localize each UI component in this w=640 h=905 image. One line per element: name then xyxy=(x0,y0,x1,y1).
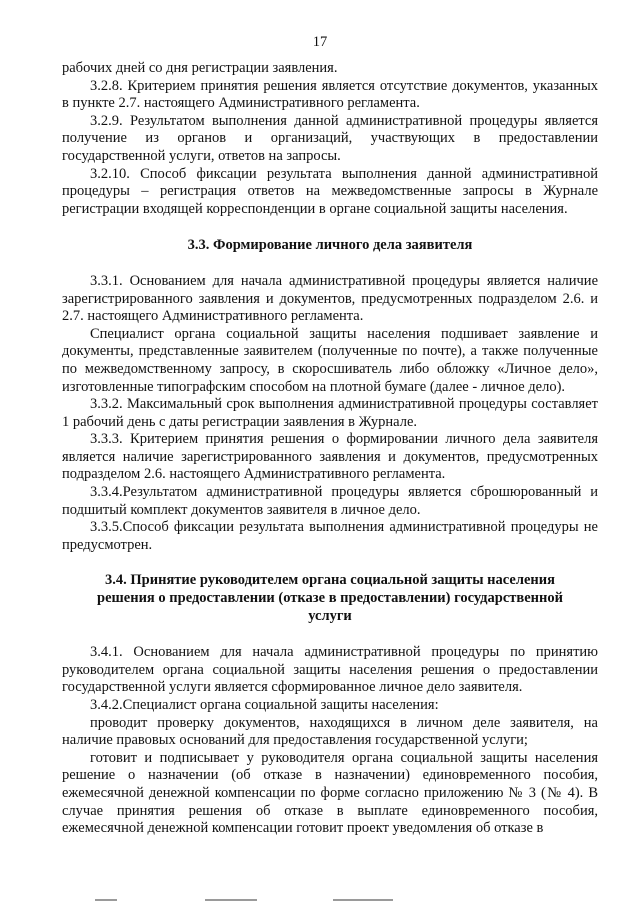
section-heading-3-4-line-3: услуги xyxy=(308,607,352,624)
paragraph-3-4-2: 3.4.2.Специалист органа социальной защиты населения: xyxy=(90,697,439,713)
spacer xyxy=(62,255,598,273)
paragraph-3-3-4: 3.3.4.Результатом административной процедуры является сброшюрованный и подшитый комплект документов заявителя в личное дело. xyxy=(62,484,598,518)
paragraph-document-check: проводит проверку документов, находящихся в личном деле заявителя, на наличие правовых оснований для предоставления государственной услуги; xyxy=(62,714,598,749)
page-number: 17 xyxy=(312,34,328,50)
paragraph-3-2-8: 3.2.8. Критерием принятия решения является отсутствие документов, указанных в пункте 2.7. настоящего Административного регламента. xyxy=(62,77,598,112)
paragraph-3-3-2: 3.3.2. Максимальный срок выполнения административной процедуры составляет 1 рабочий день с даты регистрации заявления в Журнале. xyxy=(62,396,598,430)
paragraph-3-3-1: 3.3.1. Основанием для начала административной процедуры является наличие зарегистрированного заявления и документов, предусмотренных подразделом 2.6. и 2.7. настоящего Административного регламента. xyxy=(62,272,598,325)
section-heading-3-4-line-2: решения о предоставлении (отказе в предоставлении) государственной xyxy=(97,590,563,607)
paragraph-3-2-9: 3.2.9. Результатом выполнения данной административной процедуры является получение из органов и организаций, участвующих в предоставлении государственной услуги, ответов на запросы. xyxy=(62,112,598,164)
paragraph-specialist-file: Специалист органа социальной защиты населения подшивает заявление и документы, представленные заявителем (полученные по почте), а также полученные по межведомственному запросу, в скоросшиватель либо обложку «Личное дело», изготовленные типографским способом на плотной бумаге (далее - личное дело). xyxy=(62,325,598,395)
paragraph-3-3-5: 3.3.5.Способ фиксации результата выполнения административной процедуры не предусмотрен. xyxy=(62,519,598,553)
spacer xyxy=(62,625,598,644)
document-body xyxy=(62,60,598,838)
spacer xyxy=(62,218,598,237)
section-heading-3-3: 3.3. Формирование личного дела заявителя xyxy=(187,237,473,254)
paragraph-3-2-10: 3.2.10. Способ фиксации результата выполнения данной административной процедуры – регистрация ответов на межведомственные запросы в Журнале регистрации входящей корреспонденции в органе социальной защиты населения. xyxy=(62,165,598,217)
paragraph-3-3-3: 3.3.3. Критерием принятия решения о формировании личного дела заявителя является наличие зарегистрированного заявления и документов, предусмотренных подразделом 2.6. настоящего Административного регламента. xyxy=(62,431,598,483)
paragraph-continuation: рабочих дней со дня регистрации заявления. xyxy=(62,60,338,76)
paragraph-decision-preparation: готовит и подписывает у руководителя органа социальной защиты населения решение о назначении (об отказе в назначении) единовременного пособия, ежемесячной денежной компенсации по форме согласно приложению № 3 (№ 4). В случае принятия решения об отказе в выплате единовременного пособия, ежемесячной денежной компенсации готовит проект уведомления об отказе в xyxy=(62,749,598,837)
scan-artifact-bottom xyxy=(95,899,425,902)
section-heading-3-4 xyxy=(62,572,598,625)
spacer xyxy=(62,554,598,572)
paragraph-3-4-1: 3.4.1. Основанием для начала административной процедуры по принятию руководителем органа социальной защиты населения решения о предоставлении государственной услуги является сформированное личное дело заявителя. xyxy=(62,644,598,696)
section-heading-3-4-line-1: 3.4. Принятие руководителем органа социальной защиты населения xyxy=(105,572,555,589)
